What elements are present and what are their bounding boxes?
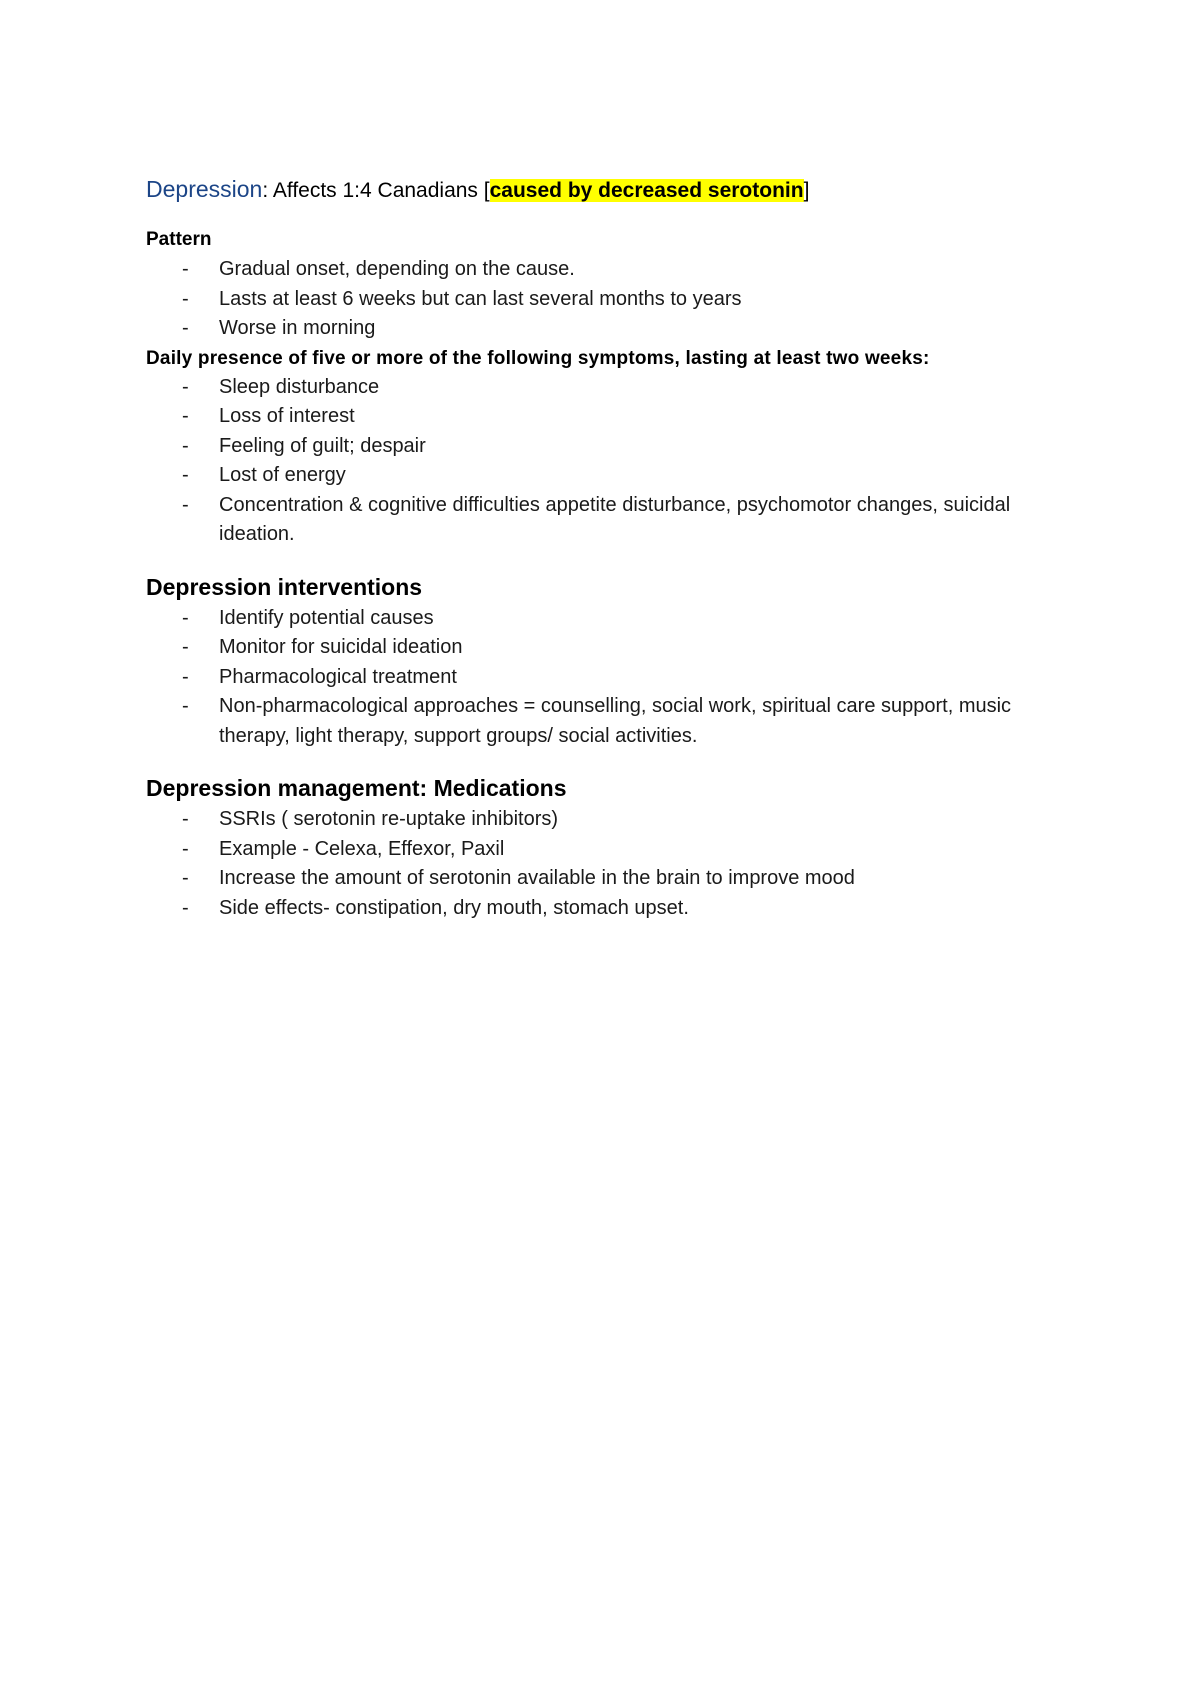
medications-heading: Depression management: Medications: [146, 775, 567, 801]
list-item: - Feeling of guilt; despair: [146, 432, 1066, 462]
dash-bullet: -: [182, 464, 189, 486]
document-title: [146, 172, 1066, 206]
medications-list: [146, 805, 1066, 923]
document-page: [146, 172, 1066, 923]
list-item: - Increase the amount of serotonin available in the brain to improve mood: [146, 864, 1066, 894]
title-word: Depression: [146, 176, 263, 202]
list-item: - Loss of interest: [146, 402, 1066, 432]
list-item: - Monitor for suicidal ideation: [146, 633, 1066, 663]
dash-bullet: -: [182, 636, 189, 658]
pattern-heading: Pattern: [146, 229, 212, 250]
list-item: - Sleep disturbance: [146, 373, 1066, 403]
symptoms-list: [146, 373, 1066, 550]
list-item: - Side effects- constipation, dry mouth, stomach upset.: [146, 894, 1066, 924]
list-item: - Pharmacological treatment: [146, 663, 1066, 693]
interventions-list: [146, 604, 1066, 752]
dash-bullet: -: [182, 317, 189, 339]
dash-bullet: -: [182, 375, 189, 398]
dash-bullet: -: [182, 695, 189, 717]
list-item: - Worse in morning: [146, 314, 1066, 344]
list-item: - Gradual onset, depending on the cause.: [146, 255, 1066, 285]
dash-bullet: -: [182, 258, 189, 280]
list-item: - Concentration & cognitive difficulties appetite disturbance, psychomotor changes, suicidal ideation.: [146, 491, 1066, 550]
list-item: - Non-pharmacological approaches = counselling, social work, spiritual care support, music therapy, light therapy, support groups/ social activities.: [146, 692, 1066, 751]
dash-bullet: -: [182, 665, 189, 688]
symptoms-heading: Daily presence of five or more of the following symptoms, lasting at least two weeks:: [146, 347, 930, 369]
dash-bullet: -: [182, 867, 189, 889]
title-rest: : Affects 1:4 Canadians [: [262, 179, 490, 202]
dash-bullet: -: [182, 896, 189, 919]
list-item: - Lasts at least 6 weeks but can last several months to years: [146, 285, 1066, 315]
dash-bullet: -: [182, 808, 189, 830]
dash-bullet: -: [182, 405, 189, 427]
list-item: - SSRIs ( serotonin re-uptake inhibitors): [146, 805, 1066, 835]
dash-bullet: -: [182, 837, 189, 860]
list-item: - Lost of energy: [146, 461, 1066, 491]
title-close: ]: [803, 179, 810, 202]
dash-bullet: -: [182, 606, 189, 629]
dash-bullet: -: [182, 287, 189, 310]
title-highlight: caused by decreased serotonin: [489, 179, 804, 202]
pattern-list: [146, 255, 1066, 344]
list-item: - Example - Celexa, Effexor, Paxil: [146, 835, 1066, 865]
interventions-heading: Depression interventions: [146, 573, 423, 600]
list-item: - Identify potential causes: [146, 604, 1066, 634]
dash-bullet: -: [182, 434, 189, 457]
dash-bullet: -: [182, 493, 189, 516]
